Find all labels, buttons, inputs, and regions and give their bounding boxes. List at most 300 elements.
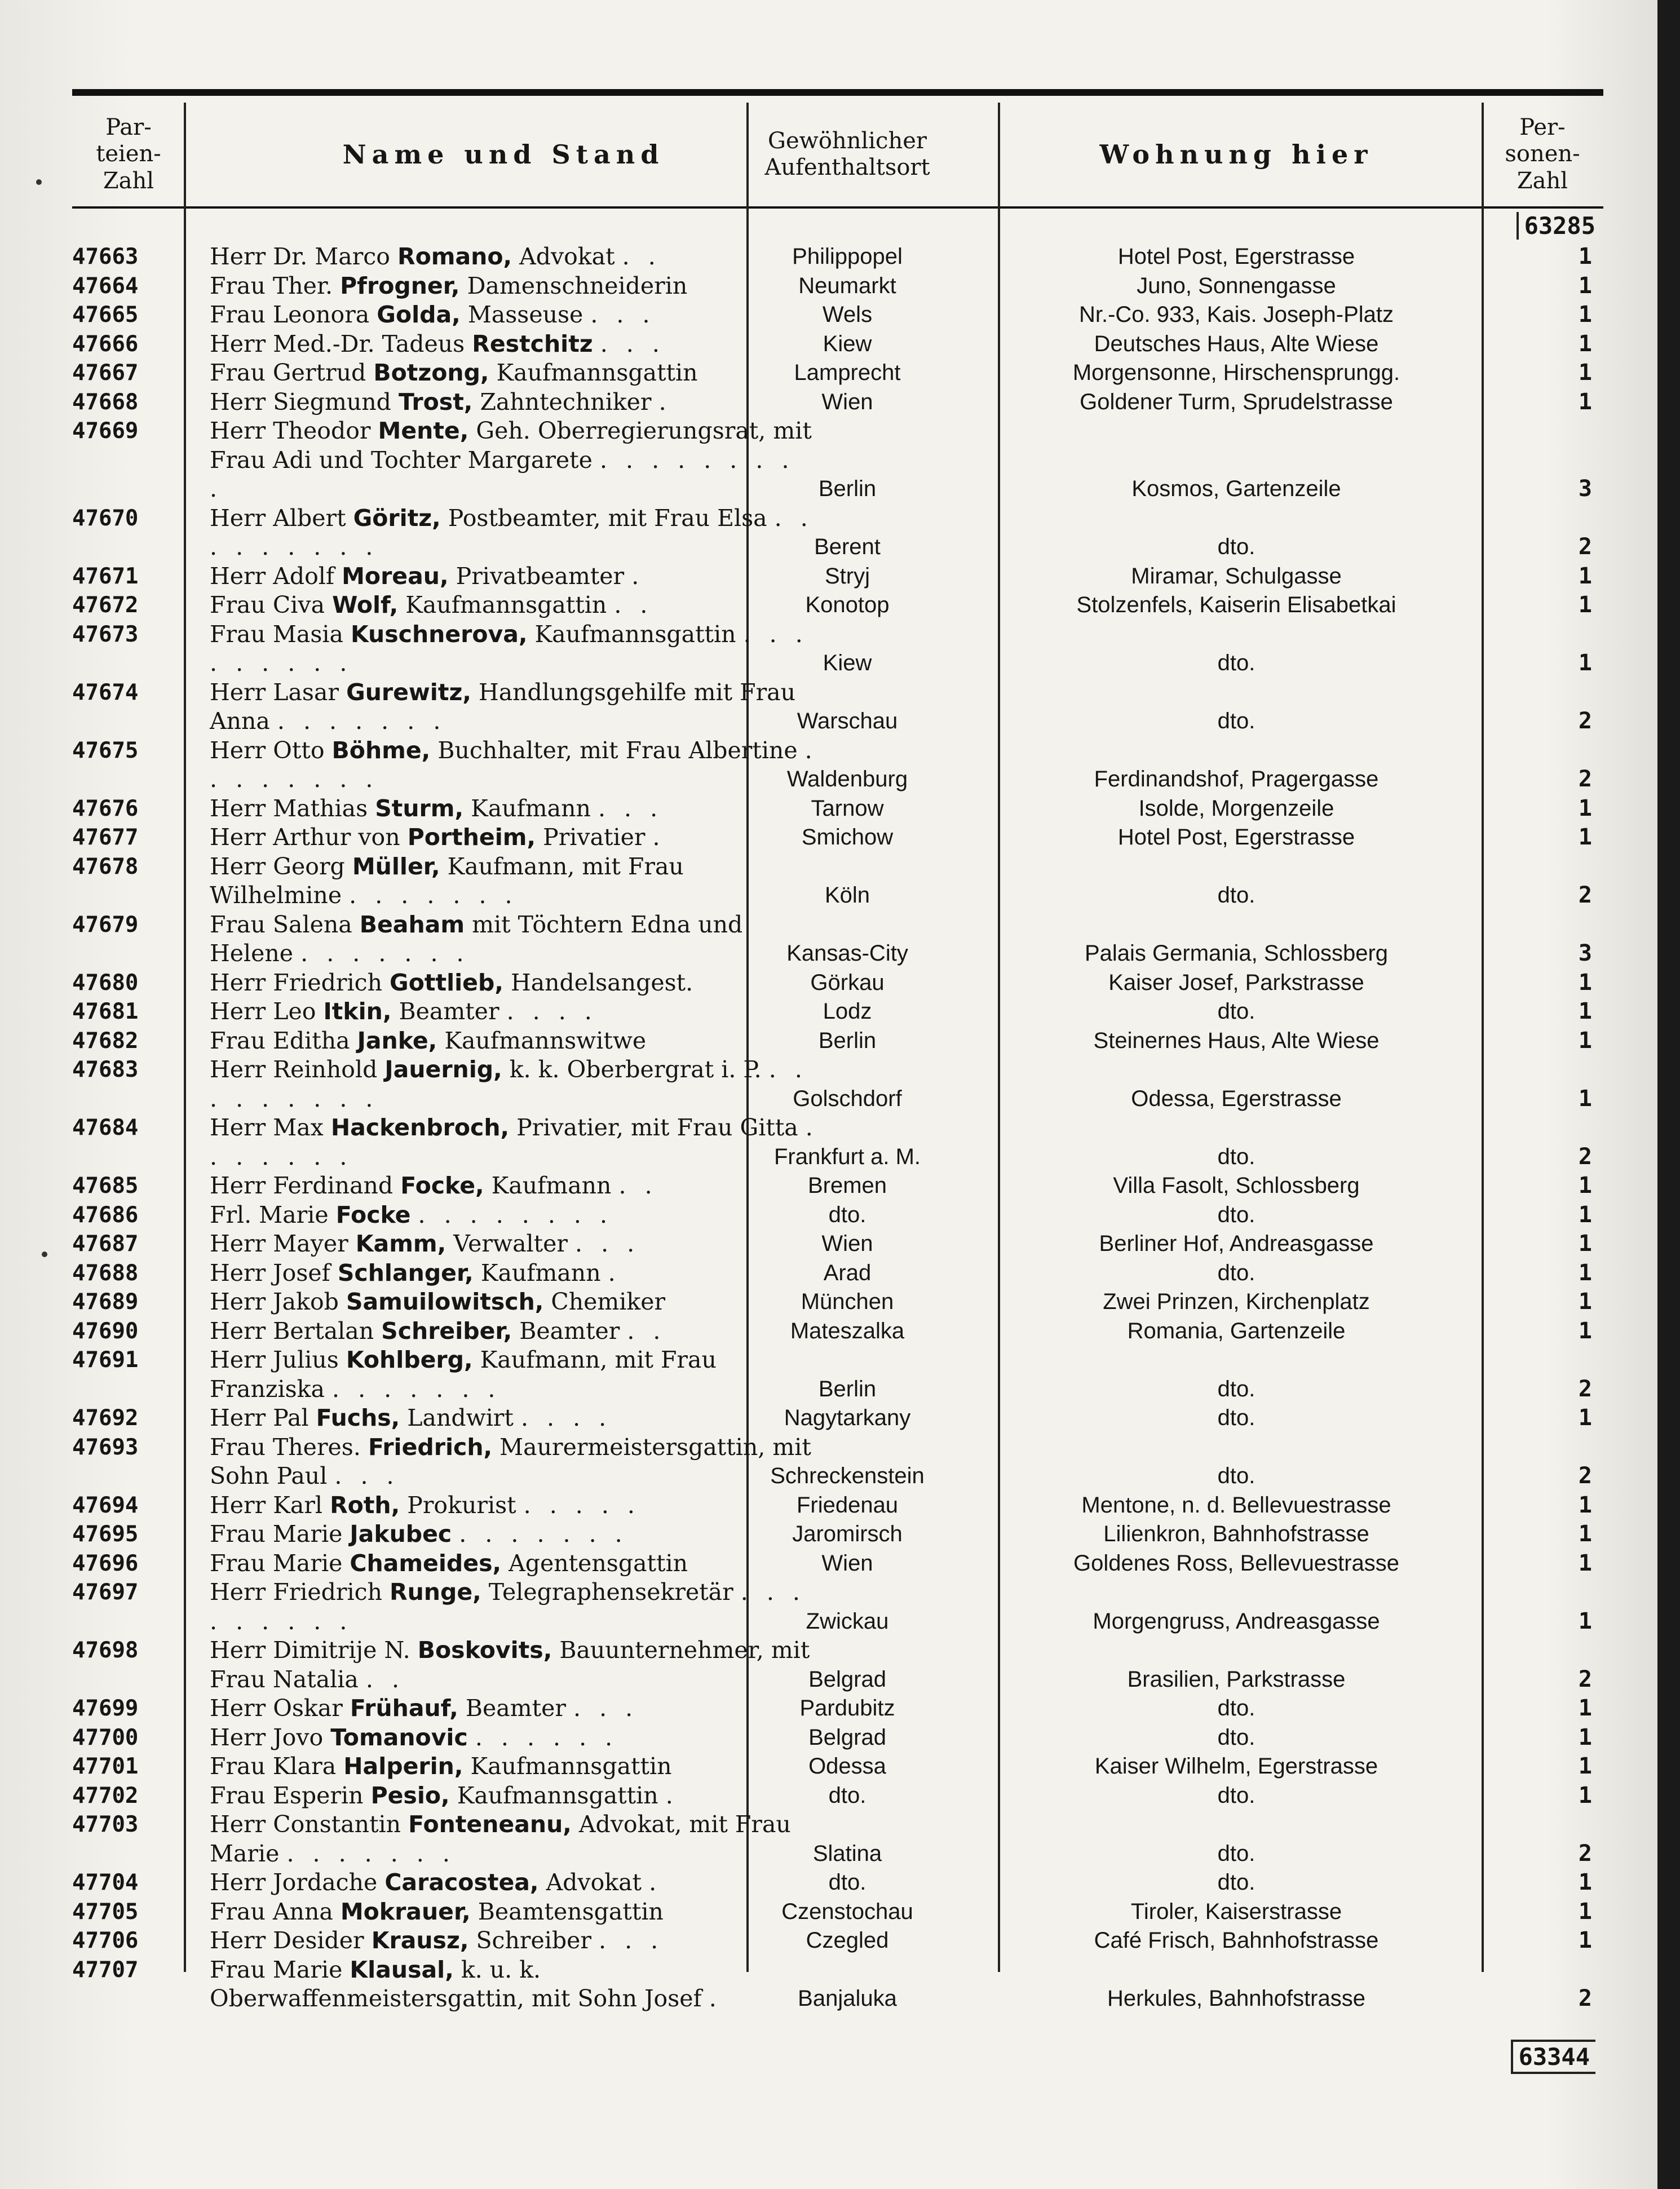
guest-surname: Boskovits, xyxy=(417,1637,552,1664)
usual-residence: Wien xyxy=(821,389,873,414)
lodging-address: dto. xyxy=(1217,1202,1255,1227)
usual-residence: Banjaluka xyxy=(798,1986,897,2011)
person-count: 1 xyxy=(1578,563,1592,589)
person-count: 1 xyxy=(1578,998,1592,1024)
top-rule xyxy=(72,89,1603,96)
leader-dots: . . . xyxy=(599,1927,664,1954)
usual-residence: Bremen xyxy=(807,1173,887,1198)
guest-name-status xyxy=(210,1578,819,1636)
guest-name-status xyxy=(210,1259,819,1288)
lodging-address: Hotel Post, Egerstrasse xyxy=(1117,244,1355,269)
guest-title: Herr Mathias xyxy=(210,794,368,822)
guest-occupation: Advokat, mit Frau Marie xyxy=(210,1811,791,1867)
party-number: 47678 xyxy=(72,854,139,879)
leader-dots: . xyxy=(652,824,666,851)
leader-dots: . xyxy=(658,388,672,415)
guest-occupation: Chemiker xyxy=(551,1288,666,1315)
guest-name-status xyxy=(210,1230,819,1259)
party-number: 47705 xyxy=(72,1899,139,1925)
person-count: 1 xyxy=(1578,1085,1592,1112)
lodging-address: dto. xyxy=(1217,1783,1255,1808)
guest-name-status xyxy=(210,823,819,852)
guest-name-status xyxy=(210,388,819,417)
leader-dots: . . . . . . . . . xyxy=(210,1578,806,1635)
person-count: 2 xyxy=(1578,708,1592,734)
lodging-address: Romania, Gartenzeile xyxy=(1127,1318,1346,1343)
usual-residence: Arad xyxy=(823,1260,872,1285)
person-count: 1 xyxy=(1578,360,1592,386)
guest-name-status xyxy=(210,1113,819,1171)
guest-surname: Focke xyxy=(335,1201,411,1228)
lodging-address: dto. xyxy=(1217,1405,1255,1430)
lodging-address: Tiroler, Kaiserstrasse xyxy=(1130,1899,1342,1924)
guest-occupation: Kaufmann xyxy=(480,1259,601,1286)
usual-residence: Konotop xyxy=(805,592,890,617)
person-count: 1 xyxy=(1578,1521,1592,1547)
guest-surname: Focke, xyxy=(400,1172,484,1199)
person-count: 2 xyxy=(1578,766,1592,792)
table-row xyxy=(72,1404,1603,1433)
guest-occupation: Kaufmann, mit Frau Wilhelmine xyxy=(210,852,684,909)
leader-dots: . . . . xyxy=(506,998,598,1025)
leader-dots: . xyxy=(709,1985,722,2012)
table-row xyxy=(72,1027,1603,1056)
person-count: 1 xyxy=(1578,272,1592,299)
lodging-address: dto. xyxy=(1217,883,1255,908)
person-count: 1 xyxy=(1578,1869,1592,1895)
guest-title: Herr Jakob xyxy=(210,1288,339,1315)
leader-dots: . . . xyxy=(598,794,664,822)
table-row xyxy=(72,388,1603,417)
leader-dots: . . . . . . . . . xyxy=(210,446,795,502)
usual-residence: Wien xyxy=(821,1231,873,1256)
person-count: 1 xyxy=(1578,244,1592,269)
header-rule xyxy=(72,206,1603,209)
table-row xyxy=(72,300,1603,330)
usual-residence: Mateszalka xyxy=(790,1318,905,1343)
guest-name-status xyxy=(210,997,819,1027)
party-number: 47702 xyxy=(72,1783,139,1808)
lodging-address: dto. xyxy=(1217,1463,1255,1488)
lodging-address: dto. xyxy=(1217,999,1255,1024)
leader-dots: . . xyxy=(614,591,653,618)
guest-occupation: Kaufmann xyxy=(471,794,591,822)
party-number: 47674 xyxy=(72,679,139,705)
guest-name-status xyxy=(210,1898,819,1927)
person-count: 2 xyxy=(1578,1376,1592,1402)
guest-title: Herr Friedrich xyxy=(210,969,382,996)
guest-name-status xyxy=(210,620,819,678)
table-row xyxy=(72,1259,1603,1288)
guest-surname: Janke, xyxy=(357,1027,437,1054)
person-count: 2 xyxy=(1578,1840,1592,1867)
party-number: 47700 xyxy=(72,1724,139,1750)
lodging-address: Miramar, Schulgasse xyxy=(1131,563,1342,589)
usual-residence: Pardubitz xyxy=(799,1696,895,1721)
lodging-address: dto. xyxy=(1217,534,1255,559)
party-number: 47666 xyxy=(72,331,139,357)
person-count: 1 xyxy=(1578,1724,1592,1750)
guest-occupation: Masseuse xyxy=(467,301,583,328)
lodging-address: Mentone, n. d. Bellevuestrasse xyxy=(1081,1492,1391,1518)
party-number: 47679 xyxy=(72,912,139,937)
guest-title: Herr Karl xyxy=(210,1491,323,1519)
lodging-address: Kaiser Wilhelm, Egerstrasse xyxy=(1094,1754,1378,1779)
guest-title: Frau Leonora xyxy=(210,301,370,328)
leader-dots: . . . . . xyxy=(523,1491,640,1519)
guest-occupation: Beamtensgattin xyxy=(478,1898,664,1925)
usual-residence: Czegled xyxy=(806,1928,889,1953)
leader-dots: . . xyxy=(622,243,661,270)
table-row xyxy=(72,504,1603,562)
guest-surname: Fonteneanu, xyxy=(408,1811,572,1838)
header-usual-residence: Gewöhnlicher Aufenthaltsort xyxy=(764,127,930,180)
guest-occupation: Kaufmannsgattin xyxy=(534,620,736,648)
guest-name-status xyxy=(210,1346,819,1404)
table-row xyxy=(72,1781,1603,1811)
guest-name-status xyxy=(210,1055,819,1113)
table-row xyxy=(72,272,1603,301)
leader-dots: . . . . . . . xyxy=(459,1520,628,1547)
guest-occupation: k. k. Oberbergrat i. P. xyxy=(509,1056,762,1083)
table-row xyxy=(72,1752,1603,1781)
usual-residence: Kiew xyxy=(823,331,872,356)
usual-residence: Berlin xyxy=(818,1028,877,1053)
guest-surname: Gottlieb, xyxy=(390,969,503,996)
table-row xyxy=(72,852,1603,910)
guest-occupation: Zahntechniker xyxy=(480,388,652,415)
table-row xyxy=(72,1520,1603,1549)
table-row xyxy=(72,910,1603,969)
usual-residence: Warschau xyxy=(797,709,898,733)
guest-occupation: Kaufmannsgattin xyxy=(405,591,607,618)
guest-name-status xyxy=(210,1171,819,1201)
lodging-address: Kosmos, Gartenzeile xyxy=(1131,476,1341,501)
guest-title: Herr Oskar xyxy=(210,1695,343,1722)
party-number: 47683 xyxy=(72,1057,139,1082)
leader-dots: . . . xyxy=(573,1695,639,1722)
table-row xyxy=(72,620,1603,678)
guest-name-status xyxy=(210,1520,819,1549)
lodging-address: dto. xyxy=(1217,709,1255,733)
guest-surname: Kuschnerova, xyxy=(351,620,528,648)
leader-dots: . . . xyxy=(334,1462,400,1489)
table-row xyxy=(72,1230,1603,1259)
party-number: 47665 xyxy=(72,302,139,328)
table-row xyxy=(72,1636,1603,1694)
person-count: 1 xyxy=(1578,1259,1592,1286)
carried-forward-total: 63285 xyxy=(1517,212,1595,240)
guest-occupation: Bauunternehmer, mit Frau Natalia xyxy=(210,1637,810,1693)
lodging-address: dto. xyxy=(1217,1144,1255,1169)
usual-residence: Kansas-City xyxy=(786,941,908,966)
guest-surname: Chameides, xyxy=(350,1549,502,1577)
lodging-address: Hotel Post, Egerstrasse xyxy=(1117,825,1355,850)
lodging-address: Brasilien, Parkstrasse xyxy=(1127,1666,1346,1692)
party-number: 47695 xyxy=(72,1522,139,1547)
table-row xyxy=(72,1810,1603,1868)
usual-residence: Wels xyxy=(822,302,873,327)
guest-title: Frl. Marie xyxy=(210,1201,329,1228)
guest-occupation: Advokat xyxy=(546,1869,642,1896)
person-count: 1 xyxy=(1578,1927,1592,1953)
lodging-address: Herkules, Bahnhofstrasse xyxy=(1107,1986,1365,2011)
person-count: 1 xyxy=(1578,1550,1592,1576)
guest-title: Herr Jordache xyxy=(210,1869,378,1896)
guest-occupation: Postbeamter, mit Frau Elsa xyxy=(448,504,767,532)
guest-title: Herr Leo xyxy=(210,998,316,1025)
usual-residence: dto. xyxy=(828,1870,866,1895)
usual-residence: Lamprecht xyxy=(794,360,901,385)
party-number: 47685 xyxy=(72,1173,139,1199)
guest-name-status xyxy=(210,1723,819,1753)
lodging-address: dto. xyxy=(1217,651,1255,675)
person-count: 1 xyxy=(1578,1608,1592,1634)
person-count: 1 xyxy=(1578,388,1592,415)
person-count: 1 xyxy=(1578,1898,1592,1925)
guest-occupation: Handlungsgehilfe mit Frau Anna xyxy=(210,678,796,735)
guest-name-status xyxy=(210,1201,819,1230)
guest-occupation: Landwirt xyxy=(407,1404,514,1431)
usual-residence: dto. xyxy=(828,1202,866,1227)
guest-name-status xyxy=(210,591,819,620)
party-number: 47690 xyxy=(72,1318,139,1344)
lodging-address: Lilienkron, Bahnhofstrasse xyxy=(1103,1522,1369,1546)
party-number: 47667 xyxy=(72,360,139,386)
guest-title: Frau Marie xyxy=(210,1549,343,1577)
lodging-address: Odessa, Egerstrasse xyxy=(1131,1086,1342,1111)
entries-list xyxy=(72,242,1603,2014)
party-number: 47687 xyxy=(72,1231,139,1257)
person-count: 1 xyxy=(1578,650,1592,676)
person-count: 1 xyxy=(1578,1753,1592,1779)
person-count: 1 xyxy=(1578,1231,1592,1257)
party-number: 47691 xyxy=(72,1347,139,1373)
guest-surname: Halperin, xyxy=(343,1753,463,1780)
guest-surname: Restchitz xyxy=(472,330,593,357)
guest-surname: Schlanger, xyxy=(337,1259,474,1286)
usual-residence: Odessa xyxy=(808,1754,886,1779)
person-count: 2 xyxy=(1578,1143,1592,1170)
guest-occupation: Kaufmann, mit Frau Franziska xyxy=(210,1346,717,1403)
lodging-address: Goldener Turm, Sprudelstrasse xyxy=(1080,389,1393,414)
table-row xyxy=(72,1113,1603,1171)
guest-name-status xyxy=(210,969,819,998)
leader-dots: . . . . . . . xyxy=(349,882,518,909)
party-number: 47704 xyxy=(72,1870,139,1895)
guest-surname: Pfrogner, xyxy=(340,272,460,299)
guest-occupation: Privatier xyxy=(543,824,646,851)
table-row xyxy=(72,969,1603,998)
guest-title: Herr Lasar xyxy=(210,678,339,706)
lodging-address: Nr.-Co. 933, Kais. Joseph-Platz xyxy=(1078,302,1394,327)
guest-name-status xyxy=(210,1636,819,1694)
lodging-address: dto. xyxy=(1217,1376,1255,1401)
guest-title: Frau Esperin xyxy=(210,1781,364,1809)
guest-surname: Samuilowitsch, xyxy=(346,1288,544,1315)
table-row xyxy=(72,997,1603,1027)
usual-residence: dto. xyxy=(828,1783,866,1808)
guest-title: Herr Max xyxy=(210,1114,324,1141)
guest-name-status xyxy=(210,1491,819,1520)
header-person-count: Per- sonen- Zahl xyxy=(1505,114,1580,194)
guest-name-status xyxy=(210,794,819,824)
usual-residence: Belgrad xyxy=(808,1724,886,1750)
guest-title: Frau Editha xyxy=(210,1027,350,1054)
guest-name-status xyxy=(210,417,819,504)
guest-surname: Böhme, xyxy=(331,736,431,764)
guest-name-status xyxy=(210,504,819,562)
guest-name-status xyxy=(210,330,819,359)
usual-residence: München xyxy=(801,1289,894,1314)
guest-surname: Romano, xyxy=(397,243,512,270)
person-count: 2 xyxy=(1578,1666,1592,1692)
guest-title: Frau Salena xyxy=(210,910,352,938)
guest-surname: Sturm, xyxy=(375,794,464,822)
lodging-address: Villa Fasolt, Schlossberg xyxy=(1113,1173,1360,1198)
guest-name-status xyxy=(210,242,819,272)
usual-residence: Schreckenstein xyxy=(770,1463,925,1488)
guest-occupation: Beamter xyxy=(519,1317,620,1345)
guest-surname: Trost, xyxy=(398,388,473,415)
guest-name-status xyxy=(210,1404,819,1433)
guest-name-status xyxy=(210,300,819,330)
usual-residence: Frankfurt a. M. xyxy=(773,1144,921,1169)
usual-residence: Tarnow xyxy=(811,795,884,821)
guest-occupation: Kaufmannsgattin xyxy=(470,1753,672,1780)
guest-title: Herr Albert xyxy=(210,504,346,532)
usual-residence: Lodz xyxy=(823,999,872,1024)
person-count: 1 xyxy=(1578,1782,1592,1808)
party-number: 47706 xyxy=(72,1928,139,1953)
table-row xyxy=(72,1171,1603,1201)
leader-dots: . . . . . . . xyxy=(277,707,446,735)
guest-surname: Mente, xyxy=(378,417,469,444)
lodging-address: Berliner Hof, Andreasgasse xyxy=(1099,1231,1374,1256)
party-number: 47684 xyxy=(72,1115,139,1140)
guest-surname: Hackenbroch, xyxy=(330,1114,510,1141)
usual-residence: Czenstochau xyxy=(781,1899,913,1924)
guest-title: Herr Constantin xyxy=(210,1811,401,1838)
usual-residence: Stryj xyxy=(825,563,870,589)
lodging-address: Goldenes Ross, Bellevuestrasse xyxy=(1073,1550,1400,1576)
usual-residence: Berent xyxy=(814,534,881,559)
guest-title: Herr Adolf xyxy=(210,562,335,590)
leader-dots: . . . . . . . . . xyxy=(210,1056,808,1112)
table-row xyxy=(72,591,1603,620)
party-number: 47693 xyxy=(72,1434,139,1460)
guest-surname: Golda, xyxy=(377,301,461,328)
guest-title: Herr Otto xyxy=(210,736,325,764)
party-number: 47682 xyxy=(72,1028,139,1054)
guest-title: Frau Ther. xyxy=(210,272,333,299)
table-row xyxy=(72,1868,1603,1898)
usual-residence: Smichow xyxy=(801,825,894,850)
guest-title: Frau Theres. xyxy=(210,1433,361,1461)
guest-surname: Müller, xyxy=(352,852,440,880)
person-count: 3 xyxy=(1578,476,1592,502)
usual-residence: Philippopel xyxy=(792,244,903,269)
guest-title: Herr Siegmund xyxy=(210,388,391,415)
guest-name-status xyxy=(210,736,819,794)
guest-title: Frau Masia xyxy=(210,620,343,648)
header-lodging-here: Wohnung hier xyxy=(1099,139,1373,170)
person-count: 1 xyxy=(1578,592,1592,618)
table-row xyxy=(72,823,1603,852)
party-number: 47681 xyxy=(72,999,139,1024)
guest-surname: Wolf, xyxy=(332,591,399,618)
person-count: 1 xyxy=(1578,330,1592,357)
lodging-address: dto. xyxy=(1217,1870,1255,1895)
guest-surname: Göritz, xyxy=(353,504,441,532)
lodging-address: Kaiser Josef, Parkstrasse xyxy=(1108,970,1364,995)
leader-dots: . . . . . . . xyxy=(332,1375,501,1403)
guest-name-status xyxy=(210,1694,819,1723)
guest-title: Herr Reinhold xyxy=(210,1056,378,1083)
person-count: 2 xyxy=(1578,1985,1592,2011)
guest-name-status xyxy=(210,1027,819,1056)
table-row xyxy=(72,242,1603,272)
guest-name-status xyxy=(210,1288,819,1317)
lodging-address: Palais Germania, Schlossberg xyxy=(1084,941,1389,966)
lodging-address: Juno, Sonnengasse xyxy=(1137,273,1336,298)
party-number: 47669 xyxy=(72,418,139,444)
table-row xyxy=(72,1317,1603,1346)
guest-ledger xyxy=(72,89,1603,2071)
table-row xyxy=(72,330,1603,359)
party-number: 47672 xyxy=(72,592,139,618)
person-count: 1 xyxy=(1578,1695,1592,1721)
guest-occupation: Beamter xyxy=(399,998,499,1025)
lodging-address: Morgengruss, Andreasgasse xyxy=(1093,1608,1380,1634)
table-row xyxy=(72,1578,1603,1636)
person-count: 3 xyxy=(1578,940,1592,966)
guest-title: Herr Julius xyxy=(210,1346,339,1373)
guest-occupation: Advokat xyxy=(519,243,615,270)
leader-dots: . xyxy=(665,1781,679,1809)
person-count: 1 xyxy=(1578,824,1592,850)
leader-dots: . . . . . . . xyxy=(300,940,470,967)
guest-surname: Kamm, xyxy=(355,1230,446,1257)
guest-title: Frau Gertrud xyxy=(210,359,366,386)
guest-occupation: Damenschneiderin xyxy=(467,272,688,299)
guest-occupation: Privatbeamter xyxy=(456,562,625,590)
guest-surname: Schreiber, xyxy=(381,1317,512,1345)
usual-residence: Neumarkt xyxy=(798,273,896,298)
leader-dots: . . xyxy=(627,1317,666,1345)
party-number: 47668 xyxy=(72,389,139,415)
party-number: 47698 xyxy=(72,1638,139,1663)
guest-name-status xyxy=(210,562,819,591)
lodging-address: Ferdinandshof, Pragergasse xyxy=(1094,767,1379,791)
table-row xyxy=(72,678,1603,736)
guest-surname: Beaham xyxy=(359,910,465,938)
party-number: 47670 xyxy=(72,505,139,531)
guest-name-status xyxy=(210,1926,819,1956)
person-count: 1 xyxy=(1578,1405,1592,1431)
usual-residence: Kiew xyxy=(823,651,872,675)
guest-surname: Caracostea, xyxy=(384,1869,539,1896)
party-number: 47675 xyxy=(72,737,139,763)
party-number: 47696 xyxy=(72,1550,139,1576)
lodging-address: dto. xyxy=(1217,1841,1255,1866)
person-count: 2 xyxy=(1578,534,1592,560)
guest-title: Herr Friedrich xyxy=(210,1578,382,1606)
leader-dots: . . . . . . . xyxy=(210,1114,819,1170)
guest-title: Herr Josef xyxy=(210,1259,330,1286)
guest-title: Herr Med.-Dr. Tadeus xyxy=(210,330,465,357)
leader-dots: . . . . . . . . xyxy=(210,736,818,793)
